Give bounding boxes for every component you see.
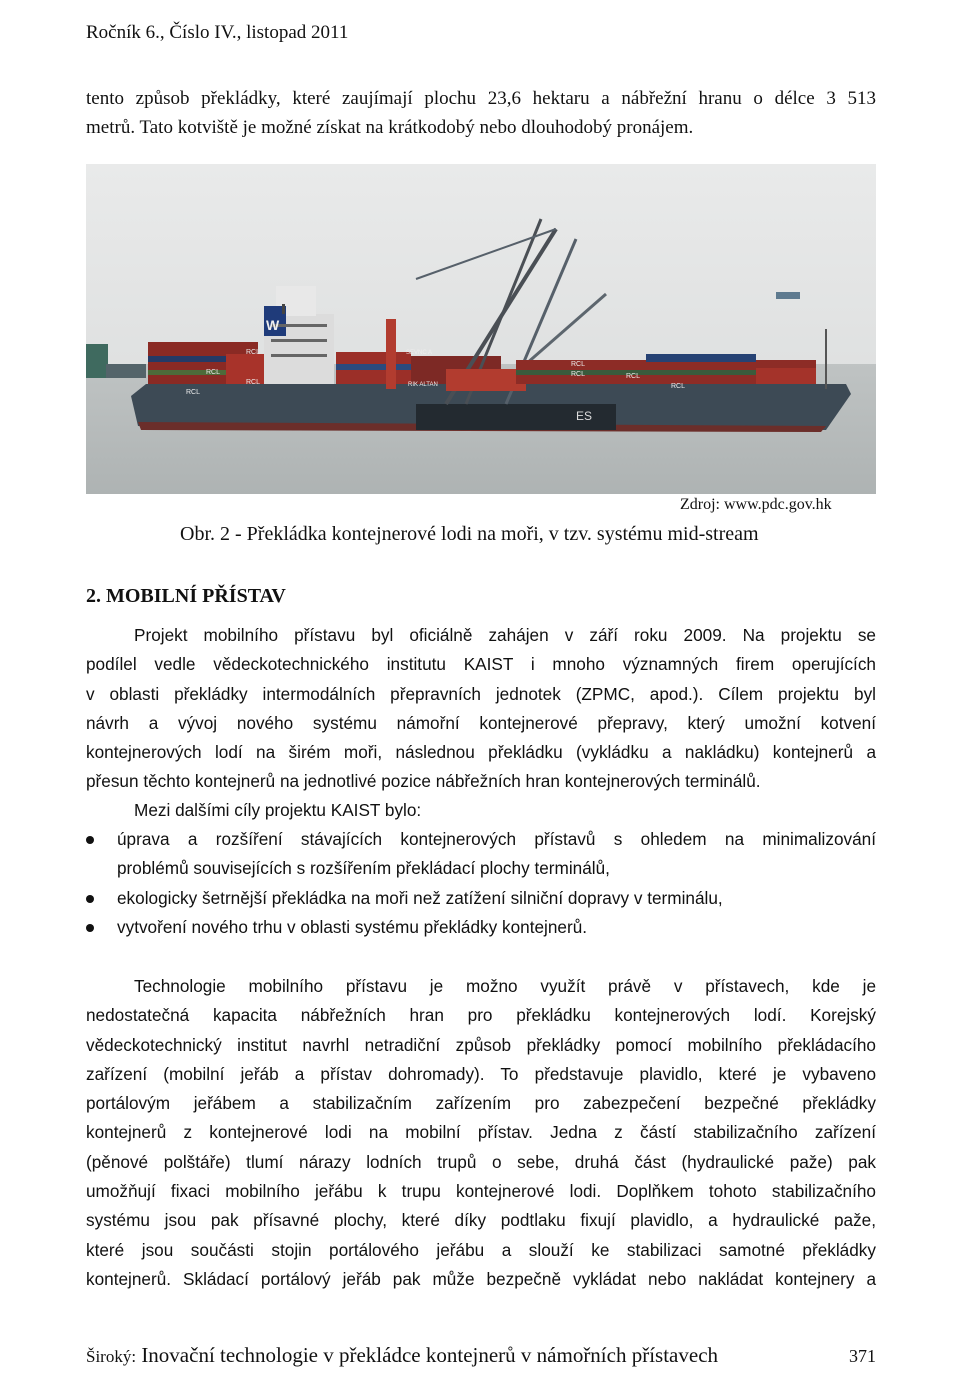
figure-photo	[86, 164, 876, 494]
container-label: RCL	[206, 369, 221, 376]
bullet-line: úprava a rozšíření stávajících kontejnerových přístavů s ohledem na minimalizování	[117, 829, 876, 849]
figure-source: Zdroj: www.pdc.gov.hk	[680, 496, 832, 513]
container-label: RCL	[246, 349, 261, 356]
distant-boat	[776, 292, 800, 299]
paragraph-line: návrh a vývoj nového systému námořní kontejnerové přepravy, který umožní kotvení	[86, 712, 876, 733]
ship-photo-illustration	[86, 164, 876, 494]
bullet-item	[117, 825, 876, 884]
bullet-line: ekologicky šetrnější překládka na moři než zatížení silniční dopravy v terminálu,	[117, 888, 723, 908]
paragraph-line: Projekt mobilního přístavu byl oficiálně zahájen v září roku 2009. Na projektu se	[134, 625, 876, 645]
running-header: Ročník 6., Číslo IV., listopad 2011	[86, 22, 349, 43]
intro-line: tento způsob překládky, které zaujímají plochu 23,6 hektaru a nábřežní hranu o délce 3 513	[86, 88, 876, 109]
hull-label: ES	[576, 409, 593, 423]
bullet-dot	[86, 924, 94, 932]
intro-line: metrů. Tato kotviště je možné získat na krátkodobý nebo dlouhodobý pronájem.	[86, 117, 694, 138]
paragraph-line: (pěnové polštáře) tlumí nárazy lodních trupů o sebe, druhá část (hydraulické paže) pak	[86, 1151, 876, 1172]
paragraph-line: umožňují fixaci mobilního jeřábu k trupu kontejnerové lodi. Doplňkem tohoto stabilizačního	[86, 1181, 876, 1202]
bullet-line: vytvoření nového trhu v oblasti systému překládky kontejnerů.	[117, 917, 588, 937]
funnel-label: W	[266, 317, 280, 333]
paragraph-line: kontejnerů. Skládací portálový jeřáb pak může bezpečně vykládat nebo nakládat kontejnery a	[86, 1268, 876, 1289]
paragraph-line: kontejnerů z kontejnerové lodi na mobilní přístav. Jedna z částí stabilizačního zařízení	[86, 1122, 876, 1143]
container-label: RCL	[671, 383, 686, 390]
paragraph-line: podílel vedle vědeckotechnického institutu KAIST i mnoho významných firem operujících	[86, 654, 876, 675]
paragraph-line: kontejnerových lodí na širém moři, následnou překládku (vykládku a nakládku) kontejnerů a	[86, 742, 876, 763]
page-number: 371	[849, 1346, 876, 1366]
paragraph-line: systému jsou pak přísavné plochy, které díky podtlaku fixují plavidlo, a hydraulické paže,	[86, 1210, 876, 1231]
container-label: RCL	[571, 371, 586, 378]
bullet-item	[117, 884, 876, 913]
intro-paragraph	[86, 84, 876, 142]
barge	[106, 364, 146, 378]
container-label: RCL	[186, 389, 201, 396]
paragraph-line: přesun těchto kontejnerů na jednotlivé pozice nábřežních hran kontejnerových terminálů.	[86, 771, 761, 792]
bullet-line: problémů souvisejících s rozšířením překládací plochy terminálů,	[117, 858, 610, 879]
paragraph-line: v oblasti překládky intermodálních přepravních jednotek (ZPMC, apod.). Cílem projektu byl	[86, 683, 876, 704]
bullet-item	[117, 913, 876, 942]
bullet-dot	[86, 836, 94, 844]
container-label: RCL	[246, 379, 261, 386]
paragraph-line: vědeckotechnický institut navrhl netradiční způsob překládky pomocí mobilního překládacího	[86, 1034, 876, 1055]
section-heading: 2. MOBILNÍ PŘÍSTAV	[86, 585, 286, 607]
container-label: SEVNC A	[406, 350, 433, 356]
figure-caption: Obr. 2 - Překládka kontejnerové lodi na moři, v tzv. systému mid-stream	[180, 523, 759, 545]
paragraph-line: portálovým jeřábem a stabilizačním zařízením pro zabezpečení bezpečné překládky	[86, 1093, 876, 1114]
paragraph-2	[86, 972, 876, 1294]
bullet-dot	[86, 895, 94, 903]
page-footer	[86, 1343, 876, 1368]
paragraph-line: zařízení (mobilní jeřáb a přístav dohromady). To představuje plavidlo, které je vybaveno	[86, 1063, 876, 1084]
container-label: RCL	[571, 361, 586, 368]
tug-boat	[86, 344, 108, 378]
paragraph-1	[86, 621, 876, 797]
goals-intro: Mezi dalšími cíly projektu KAIST bylo:	[134, 800, 422, 820]
footer-author: Široký:	[86, 1347, 137, 1366]
container-label: RIK ALTAN	[408, 382, 438, 388]
paragraph-line: nedostatečná kapacita nábřežních hran pro překládku kontejnerových lodí. Korejský	[86, 1005, 876, 1026]
container-label: RCL	[626, 373, 641, 380]
paragraph-line: které jsou součásti stojin portálového jeřábu a slouží ke stabilizaci samotné překládky	[86, 1239, 876, 1260]
paragraph-line: Technologie mobilního přístavu je možno využít právě v přístavech, kde je	[134, 976, 876, 996]
footer-title: Inovační technologie v překládce kontejnerů v námořních přístavech	[136, 1343, 719, 1367]
